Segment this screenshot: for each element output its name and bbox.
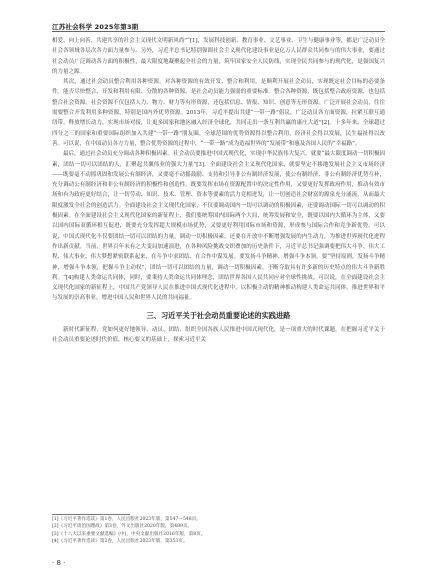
main-text (52, 36, 385, 345)
section-heading: 三、习近平关于社会动员重要论述的实践进路 (146, 310, 291, 320)
footnote-2: [2]《习近平谈治国理政》第3卷，外文出版社2020年版，第489页。 (52, 524, 193, 530)
footnote-3: [3]《十八大以来重要文献选编》(中)，中央文献出版社2016年版，第8页。 (52, 531, 206, 537)
footnote-rule (52, 514, 130, 515)
body-paragraph-1: 相爱、向上向善、共建共享的社会主义现代文明新风尚”“[1]，发展科技创新、教育事业、文艺事业、卫生与健康事业等，都是广泛动员全社会各领域各层次各方面力量参与。另外，习近平总书记特别强调社会主义现代化建设事业是亿万人民群众共同参与的伟大事业，要通过社会动员广泛调动各方面的积极性，最大限度地凝聚起全社会的力量，筑牢国家安全人民防线，实现全民共同参与的现代化，是强国复兴的力量之源。 (52, 38, 385, 75)
footnote-4: [4]《习近平著作选读》第2卷，人民出版社2023年版，第353页。 (52, 538, 188, 544)
body-paragraph-2: 其次，通过社会动员整合利用各种资源。对各种资源的有效开发、整合和利用，是顺利开展社会动员，实现既定社会目标的必要条件。能否尽快整合、开发和利用有限、分散的各种资源，是社会动员能力强弱的重要标准。整合各种资源，既包括整合政府资源，也包括整合社会资源。社会资源不仅包括人力、物力、财力等有形资源，还包括信息、情报、知识、创意等无形资源。广泛开展社会动员，往往需要整合开发利用多种资源，特别是国内外优势资源。2013年，习近平提出共建“一带一路”倡议，广泛动员各方面资源，拉紧互联互通纽带，释放增长动力，实现市场对接，让更多国家和地区融入经济全球化，共同走出一条互利共赢的康庄大道”[2]。十多年来，全球超过四分之三的国家和重要国际组织加入共建“一带一路”朋友圈，全球范围的优势资源得以整合利用，经济社会得以发展，民生福祉得以改善。可以说，在中国动员各方力量，整合优势资源的过程中，“一带一路”成为造福世界的“发展带”和惠及各国人民的“幸福路”。 (52, 79, 385, 147)
section-paragraph-1: 新时代新征程，党如何更好地领导、动员、团结、组织全国各族人民推进中国式现代化，是一项重大的时代课题。在把握习近平关于社会动员重要论述时代价值，核心要义的基础上，探索习近平关 (52, 326, 385, 344)
header-rule (52, 31, 385, 32)
footnotes (52, 516, 385, 545)
footnote-1: [1]《习近平著作选读》第1卷，人民出版社2023年版，第547—548页。 (52, 517, 201, 522)
page-number: · 8 · (52, 559, 66, 567)
running-head: 江苏社会科学 2025年第3期 (52, 23, 139, 31)
body-paragraph-3: 最后，通过社会动员充分调动各种积极因素。社会动员要推进中国式现代化，实现中华民族伟大复兴，就要“最大限度调动一切积极因素，团结一切可以团结的人，汇聚起共襄伟业的强大力量”[3]。全面建设社会主义现代化国家，就要坚定不移地发展社会主义市场经济——既要毫不动摇巩固和发展公有制经济，又要毫不动摇鼓励、支持和引导非公有制经济发展，使公有制经济、非公有制经济优势互补，充分调动公有制经济和非公有制经济的积极性和创造性。既要发挥市场在资源配置中的决定性作用，又要更好发挥政府作用，推动有效市场和有为政府更好结合，让一切劳动、知识、技术、管理、资本等要素的活力竞相迸发，让一切创造社会财富的源泉充分涌流，从而最大限度激发全社会的创造活力。全面建设社会主义现代化国家，不仅要调动国内一切可以调动的积极因素，还要调动国际一切可以调动的积极因素。在全面建设社会主义现代化国家的新征程上，我们要统筹国内国际两个大局，统筹发展和安全，既要以国内大循环为主体，又要以国内国际双循环相互促进，既要充分发挥超大规模市场优势，又要更好利用国际市场和资源，形成参与国际合作和竞争新优势。可以说，中国式现代化不仅要团结一切可以团结的力量，调动一切积极因素，还要在开放中不断增强发展的内生动力，为推进世界现代化进程作出新贡献。当前，世界百年未有之大变局加速演进，在各种风险挑战交织叠加的历史条件下，习近平总书记强调要把伟大斗争、伟大工程、伟大事业、伟大梦想紧密联系起来，在斗争中求团结、在合作中谋发展。要发扬斗争精神、增强斗争本领，要“坚持原则，发扬斗争精神，增强斗争本领，把握斗争主动权”，团结一切可以团结的力量，调动一切积极因素，不断夺取具有许多新的历史特点的伟大斗争新胜利。“[4]构建人类命运共同体，同时，要秉持人类命运共同体理念，团结世界各国人民共同应对全球性挑战。可以说，在全面建设社会主义现代化国家的新征程上，中国共产党领导人民在推进中国式现代化进程中，以积极主动的精神推动构建人类命运共同体，推进世界和平与发展的崇高事业，增进中国人民和世界人民的共同福祉。 (52, 151, 385, 302)
